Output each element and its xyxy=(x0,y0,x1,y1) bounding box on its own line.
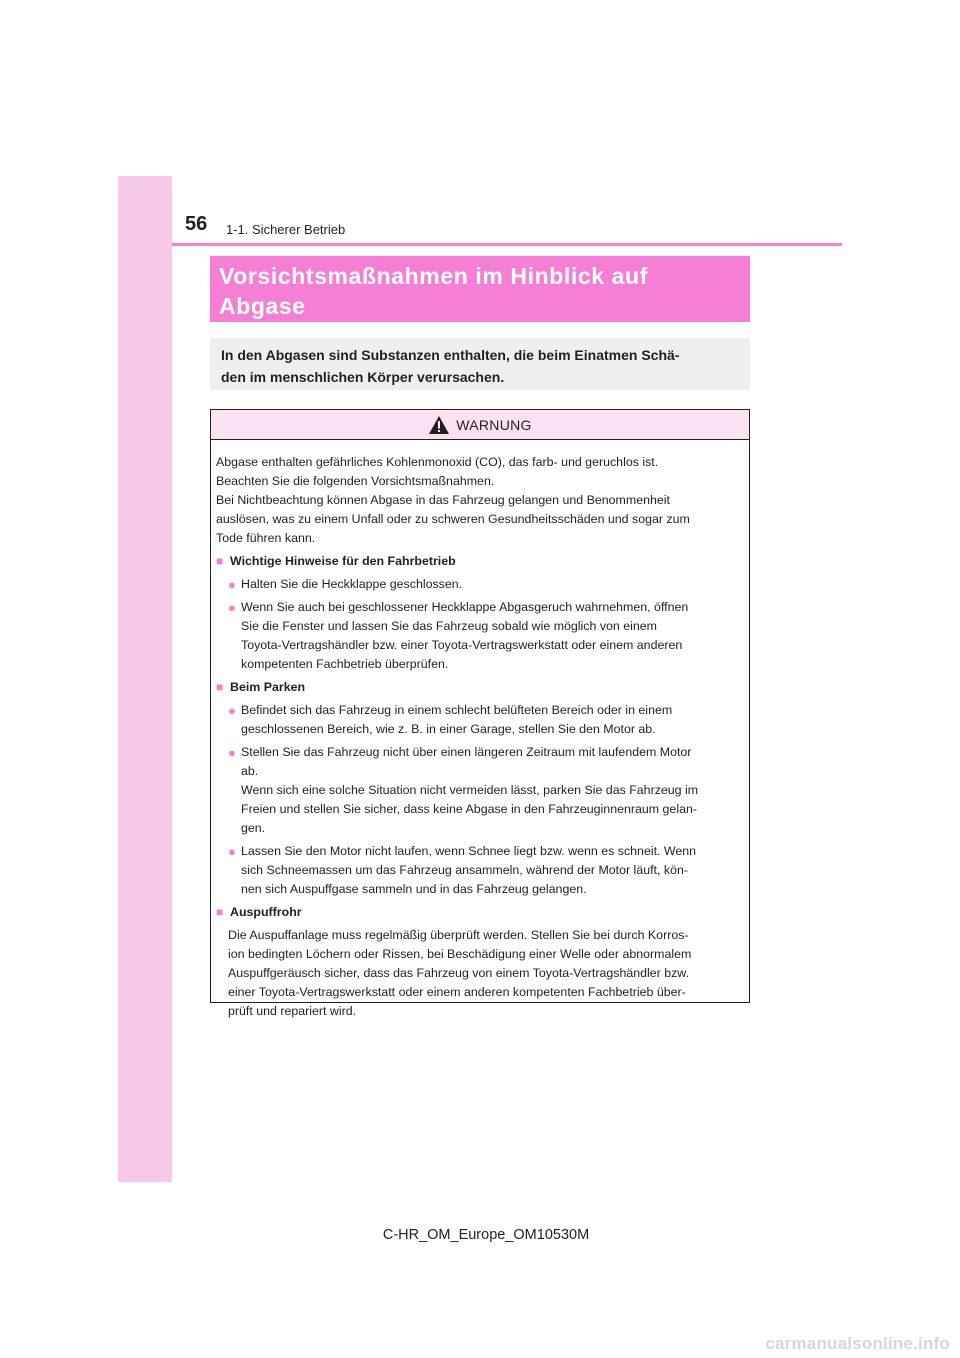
list-item-text xyxy=(241,598,743,674)
list-item xyxy=(228,701,743,739)
list-item-text xyxy=(241,701,743,739)
subheading xyxy=(216,552,743,571)
list-item-line: geschlossenen Bereich, wie z. B. in einer Garage, stellen Sie den Motor ab. xyxy=(241,722,656,736)
warning-text-line: auslösen, was zu einem Unfall oder zu schweren Gesundheitsschäden und sogar zum xyxy=(216,512,690,526)
list-item-line: nen sich Auspuffgase sammeln und in das Fahrzeug gelangen. xyxy=(241,882,587,896)
warning-header xyxy=(211,410,749,440)
list-item-line: Toyota-Vertragshändler bzw. einer Toyota-Vertragswerkstatt oder einem anderen xyxy=(241,638,683,652)
circle-bullet-icon: ● xyxy=(228,577,236,592)
list-item-text xyxy=(241,743,743,838)
subheading xyxy=(216,678,743,697)
list-item xyxy=(228,743,743,838)
list-item-line: kompetenten Fachbetrieb überprüfen. xyxy=(241,657,449,671)
list-item xyxy=(228,575,743,594)
header-rule xyxy=(172,243,842,246)
paragraph-line: einer Toyota-Vertragswerkstatt oder einem anderen kompetenten Fachbetrieb über- xyxy=(228,985,686,999)
intro-line-2: den im menschlichen Körper verursachen. xyxy=(221,369,505,385)
paragraph-line: Auspuffgeräusch sicher, dass das Fahrzeug von einem Toyota-Vertragshändler bzw. xyxy=(228,966,690,980)
paragraph-line: ion bedingten Löchern oder Rissen, bei Beschädigung einer Welle oder abnormalem xyxy=(228,947,692,961)
list-item xyxy=(228,842,743,899)
square-bullet-icon: ■ xyxy=(216,554,224,568)
circle-bullet-icon: ● xyxy=(228,844,236,859)
subheading-text: Wichtige Hinweise für den Fahrbetrieb xyxy=(230,554,456,568)
list-item-text xyxy=(241,575,743,594)
subheading-text: Auspuffrohr xyxy=(230,905,302,919)
warning-text-line: Beachten Sie die folgenden Vorsichtsmaßnahmen. xyxy=(216,474,495,488)
warning-label: WARNUNG xyxy=(456,416,532,433)
warning-text-line: Bei Nichtbeachtung können Abgase in das Fahrzeug gelangen und Benommenheit xyxy=(216,493,670,507)
paragraph-line: prüft und repariert wird. xyxy=(228,1004,357,1018)
list-item-line: Lassen Sie den Motor nicht laufen, wenn Schnee liegt bzw. wenn es schneit. Wenn xyxy=(241,844,697,858)
list-item-line: Sie die Fenster und lassen Sie das Fahrzeug sobald wie möglich von einem xyxy=(241,619,658,633)
warning-body xyxy=(211,440,749,1021)
section-paragraph xyxy=(228,926,743,1021)
circle-bullet-icon: ● xyxy=(228,600,236,615)
warning-paragraph xyxy=(216,453,743,548)
warning-text-line: Abgase enthalten gefährliches Kohlenmonoxid (CO), das farb- und geruchlos ist. xyxy=(216,455,659,469)
page-title-line-1: Vorsichtsmaßnahmen im Hinblick auf xyxy=(219,263,648,289)
list-item-line: ab. xyxy=(241,764,259,778)
list-item xyxy=(228,598,743,674)
circle-bullet-icon: ● xyxy=(228,703,236,718)
side-band xyxy=(118,176,172,1182)
list-item-line: Wenn Sie auch bei geschlossener Heckklappe Abgasgeruch wahrnehmen, öffnen xyxy=(241,600,689,614)
list-item-text xyxy=(241,842,743,899)
page-title-line-2: Abgase xyxy=(219,293,306,319)
warning-box xyxy=(210,409,750,1018)
page-number: 56 xyxy=(185,213,208,235)
section-label: 1-1. Sicherer Betrieb xyxy=(226,222,346,237)
watermark: carmanualsonline.info xyxy=(765,1334,950,1353)
paragraph-line: Die Auspuffanlage muss regelmäßig überprüft werden. Stellen Sie bei durch Korros- xyxy=(228,928,689,942)
list-item-line: gen. xyxy=(241,821,266,835)
intro-box xyxy=(210,338,750,390)
warning-text-line: Tode führen kann. xyxy=(216,531,316,545)
document-footer-id: C-HR_OM_Europe_OM10530M xyxy=(382,1227,590,1243)
circle-bullet-icon: ● xyxy=(228,745,236,760)
warning-triangle-icon xyxy=(428,415,450,435)
square-bullet-icon: ■ xyxy=(216,680,224,694)
list-item-line: Halten Sie die Heckklappe geschlossen. xyxy=(241,577,463,591)
intro-line-1: In den Abgasen sind Substanzen enthalten, die beim Einatmen Schä- xyxy=(221,347,680,363)
list-item-line: Stellen Sie das Fahrzeug nicht über einen längeren Zeitraum mit laufendem Motor xyxy=(241,745,692,759)
title-box xyxy=(210,256,750,322)
subheading-text: Beim Parken xyxy=(230,680,306,694)
list-item-line: sich Schneemassen um das Fahrzeug ansammeln, während der Motor läuft, kön- xyxy=(241,863,688,877)
list-item-line: Befindet sich das Fahrzeug in einem schlecht belüfteten Bereich oder in einem xyxy=(241,703,673,717)
list-item-line: Freien und stellen Sie sicher, dass keine Abgase in den Fahrzeuginnenraum gelan- xyxy=(241,802,697,816)
square-bullet-icon: ■ xyxy=(216,905,224,919)
list-item-line: Wenn sich eine solche Situation nicht vermeiden lässt, parken Sie das Fahrzeug im xyxy=(241,783,699,797)
subheading xyxy=(216,903,743,922)
